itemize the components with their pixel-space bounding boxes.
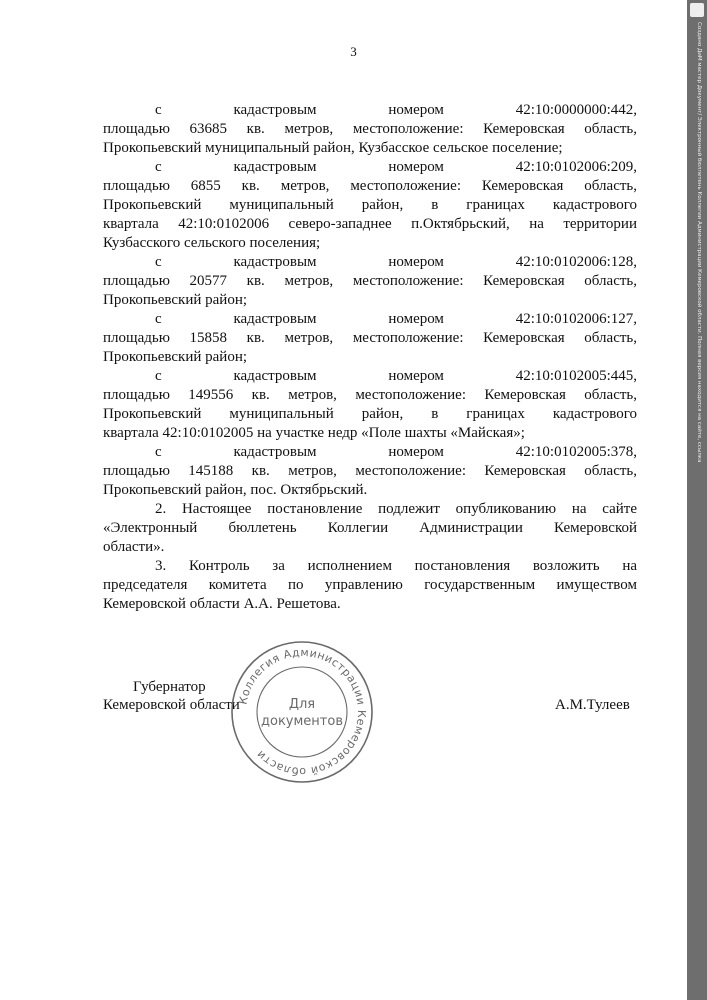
parcel-5-line-3: Прокопьевский муниципальный район, в границах кадастрового (103, 406, 637, 422)
parcel-4-line-1: с кадастровым номером 42:10:0102006:127, (155, 311, 637, 327)
parcel-2-line-5: Кузбасского сельского поселения; (103, 235, 321, 251)
parcel-1-line-3: Прокопьевский муниципальный район, Кузбасское сельское поселение; (103, 140, 563, 156)
paragraph-3-line-1: 3. Контроль за исполнением постановления возложить на (155, 558, 637, 574)
paragraph-2-line-1: 2. Настоящее постановление подлежит опубликованию на сайте (155, 501, 637, 517)
parcel-2-line-1: с кадастровым номером 42:10:0102006:209, (155, 159, 637, 175)
page-number: 3 (350, 44, 357, 59)
paragraph-2-line-3: области». (103, 539, 165, 555)
parcel-5-line-1: с кадастровым номером 42:10:0102005:445, (155, 368, 637, 384)
parcel-4-line-3: Прокопьевский район; (103, 349, 248, 365)
parcel-6-line-3: Прокопьевский район, пос. Октябрьский. (103, 482, 368, 498)
document-body (103, 101, 637, 614)
stamp-ring-text: Коллегия Администрации Кемеровской области (236, 645, 369, 779)
parcel-2-line-2: площадью 6855 кв. метров, местоположение: Кемеровская область, (103, 178, 637, 194)
parcel-5-line-2: площадью 149556 кв. метров, местоположение: Кемеровская область, (103, 387, 637, 403)
parcel-3-line-1: с кадастровым номером 42:10:0102006:128, (155, 254, 637, 270)
paragraph-3-line-3: Кемеровской области А.А. Решетова. (103, 596, 341, 612)
parcel-2-line-4: квартала 42:10:0102006 северо-западнее п.Октябрьский, на территории (103, 216, 637, 232)
side-watermark-text: Создано ДиМ мастер Документ/ Электронный бюллетень Коллегии Администрации Кемеровской области. Полная версия находится на сайте, ссылка (696, 22, 702, 463)
parcel-1-line-1: с кадастровым номером 42:10:0000000:442, (155, 102, 637, 118)
signature-region: Кемеровской области (103, 697, 240, 713)
parcel-6-line-1: с кадастровым номером 42:10:0102005:378, (155, 444, 637, 460)
signature-title: Губернатор (133, 679, 206, 695)
paragraph-2-line-2: «Электронный бюллетень Коллегии Администрации Кемеровской (103, 520, 637, 536)
paragraph-3-line-2: председателя комитета по управлению государственным имуществом (103, 577, 637, 593)
parcel-2-line-3: Прокопьевский муниципальный район, в границах кадастрового (103, 197, 637, 213)
parcel-6-line-2: площадью 145188 кв. метров, местоположение: Кемеровская область, (103, 463, 637, 479)
document-icon (690, 3, 704, 17)
side-watermark-bar (687, 0, 707, 1000)
parcel-1-line-2: площадью 63685 кв. метров, местоположение: Кемеровская область, (103, 121, 637, 137)
parcel-4-line-2: площадью 15858 кв. метров, местоположение: Кемеровская область, (103, 330, 637, 346)
stamp-center-line2: документов (261, 714, 343, 729)
parcel-5-line-4: квартала 42:10:0102005 на участке недр «Поле шахты «Майская»; (103, 425, 525, 441)
parcel-3-line-2: площадью 20577 кв. метров, местоположение: Кемеровская область, (103, 273, 637, 289)
official-stamp (228, 638, 376, 786)
parcel-3-line-3: Прокопьевский район; (103, 292, 248, 308)
stamp-center-line1: Для (288, 697, 316, 712)
signature-name: А.М.Тулеев (555, 697, 630, 713)
